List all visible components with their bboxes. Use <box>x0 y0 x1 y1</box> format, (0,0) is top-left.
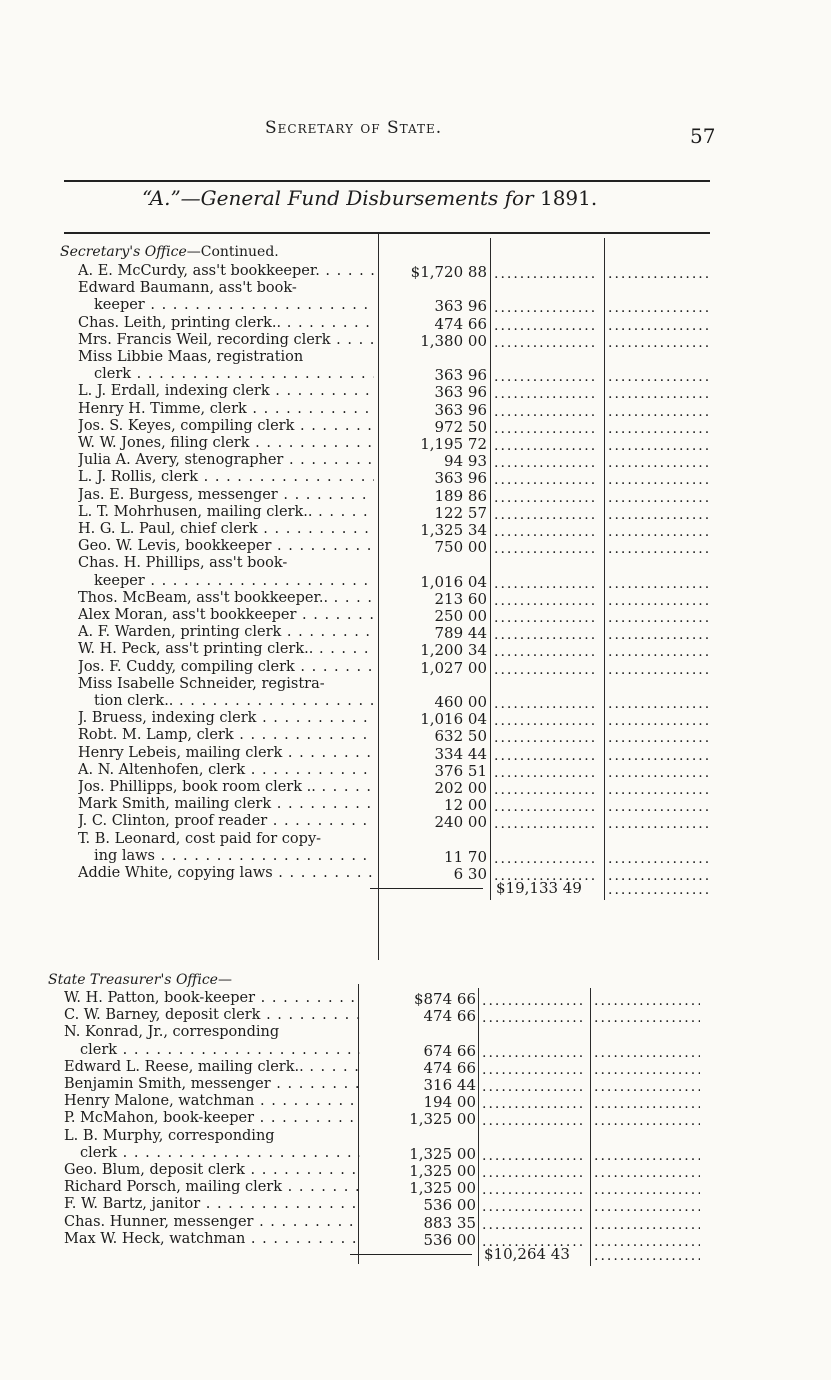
sum-rule <box>370 888 483 889</box>
payee-name-continued: keeper . . . <box>94 297 374 314</box>
section-total: $19,133 49 <box>496 879 582 898</box>
payee-name: Jos. F. Cuddy, compiling clerk . . . <box>78 659 374 676</box>
leader-dots <box>608 300 712 317</box>
leader-dots <box>608 730 712 747</box>
table-title <box>142 186 597 210</box>
leader-dots <box>482 1045 584 1062</box>
leader-dots <box>608 266 712 283</box>
column-divider <box>490 238 491 900</box>
leader-dots <box>608 851 712 868</box>
section-heading <box>48 972 232 988</box>
leader-dots <box>494 335 598 352</box>
leader-dots <box>608 335 712 352</box>
leader-dots <box>494 713 598 730</box>
payee-name: A. F. Warden, printing clerk . . . <box>78 624 374 641</box>
amount: 363 96 <box>434 297 487 316</box>
leader-dots <box>494 386 598 403</box>
payee-name: A. N. Altenhofen, clerk . . . <box>78 762 374 779</box>
leader-dots <box>608 386 712 403</box>
leader-dots <box>482 1079 584 1096</box>
payee-name: Addie White, copying laws . . . <box>78 865 374 882</box>
leader-dots <box>608 472 712 489</box>
leader-dots <box>608 696 712 713</box>
payee-name-continued: clerk . . . <box>94 366 374 383</box>
leader-dots <box>608 765 712 782</box>
amount: 194 00 <box>423 1093 476 1112</box>
leader-dots <box>608 421 712 438</box>
leader-dots <box>494 524 598 541</box>
leader-dots <box>608 713 712 730</box>
payee-name: Geo. Blum, deposit clerk . . . <box>64 1162 360 1179</box>
payee-name: J. Bruess, indexing clerk . . . <box>78 710 374 727</box>
amount: 316 44 <box>423 1076 476 1094</box>
payee-name: A. E. McCurdy, ass't bookkeeper. . . . <box>78 263 374 280</box>
payee-name: C. W. Barney, deposit clerk . . . <box>64 1007 360 1024</box>
leader-dots <box>608 524 712 541</box>
payee-name: Alex Moran, ass't bookkeeper . . . <box>78 607 374 624</box>
leader-dots <box>608 882 712 899</box>
payee-name: Jos. Phillipps, book room clerk .. . . . <box>78 779 374 796</box>
amount: 632 50 <box>434 727 487 746</box>
payee-name: Chas. H. Phillips, ass't book- <box>78 555 288 572</box>
amount: 240 00 <box>434 813 487 832</box>
payee-name: Benjamin Smith, messenger . . . <box>64 1076 360 1093</box>
leader-dots <box>608 490 712 507</box>
leader-dots <box>494 490 598 507</box>
leader-dots <box>608 576 712 593</box>
leader-dots <box>608 627 712 644</box>
amount: 1,325 00 <box>409 1144 476 1163</box>
leader-dots <box>482 993 584 1010</box>
leader-dots <box>608 507 712 524</box>
leader-dots <box>594 1165 700 1182</box>
leader-dots <box>608 438 712 455</box>
amount: 363 96 <box>434 400 487 419</box>
payee-name: Henry Lebeis, mailing clerk . . . <box>78 745 374 762</box>
amount: 1,325 00 <box>409 1179 476 1198</box>
leader-dots <box>494 782 598 799</box>
leader-dots <box>594 1199 700 1216</box>
title-rule <box>64 232 710 234</box>
amount: 94 93 <box>444 452 487 471</box>
leader-dots <box>482 1217 584 1234</box>
column-divider <box>378 234 379 960</box>
column-divider <box>358 984 359 1264</box>
amount: 474 66 <box>423 1007 476 1026</box>
payee-name: Geo. W. Levis, bookkeeper . . . <box>78 538 374 555</box>
payee-name: L. J. Rollis, clerk . . . <box>78 469 374 486</box>
amount: 1,200 34 <box>420 641 487 660</box>
payee-name: Robt. M. Lamp, clerk . . . <box>78 727 374 744</box>
amount: 750 00 <box>434 538 487 557</box>
amount: 789 44 <box>434 624 487 643</box>
leader-dots <box>494 404 598 421</box>
leader-dots <box>494 816 598 833</box>
leader-dots <box>608 610 712 627</box>
payee-name: T. B. Leonard, cost paid for copy- <box>78 830 322 847</box>
amount: 1,016 04 <box>420 710 487 729</box>
amount: 363 96 <box>434 469 487 488</box>
payee-name: Richard Porsch, mailing clerk . . . <box>64 1179 360 1196</box>
amount: 972 50 <box>434 417 487 436</box>
amount: 883 35 <box>423 1213 476 1232</box>
leader-dots <box>608 541 712 558</box>
amount: 536 00 <box>423 1196 476 1215</box>
leader-dots <box>594 1217 700 1234</box>
amount: 1,195 72 <box>420 435 487 453</box>
amount: 1,016 04 <box>420 572 487 591</box>
amount: 674 66 <box>423 1041 476 1060</box>
payee-name: F. W. Bartz, janitor . . . <box>64 1196 360 1213</box>
leader-dots <box>494 576 598 593</box>
leader-dots <box>494 369 598 386</box>
leader-dots <box>608 369 712 386</box>
amount: 6 30 <box>453 865 487 883</box>
payee-name: W. H. Patton, book-keeper . . . <box>64 990 360 1007</box>
amount: 1,325 34 <box>420 521 487 539</box>
section-heading-name: Secretary's Office <box>60 244 187 260</box>
leader-dots <box>608 593 712 610</box>
column-divider <box>478 988 479 1266</box>
amount: 460 00 <box>434 693 487 711</box>
leader-dots <box>494 644 598 661</box>
section-heading-suffix: —Continued. <box>186 244 279 260</box>
payee-name: Chas. Leith, printing clerk.. . . . <box>78 315 374 332</box>
payee-name: Edward L. Reese, mailing clerk.. . . . <box>64 1059 360 1076</box>
leader-dots <box>482 1010 584 1027</box>
leader-dots <box>608 404 712 421</box>
leader-dots <box>594 1182 700 1199</box>
sum-rule <box>350 1254 472 1255</box>
payee-name: P. McMahon, book-keeper . . . <box>64 1110 360 1127</box>
amount: $1,720 88 <box>410 263 487 281</box>
payee-name: L. J. Erdall, indexing clerk . . . <box>78 383 374 400</box>
leader-dots <box>494 421 598 438</box>
amount: 11 70 <box>444 847 487 866</box>
leader-dots <box>594 1248 700 1265</box>
payee-name: Henry H. Timme, clerk . . . <box>78 401 374 418</box>
leader-dots <box>494 507 598 524</box>
amount: 474 66 <box>434 314 487 333</box>
leader-dots <box>482 1113 584 1130</box>
leader-dots <box>494 300 598 317</box>
leader-dots <box>482 1096 584 1113</box>
payee-name: L. T. Mohrhusen, mailing clerk.. . . . <box>78 504 374 521</box>
payee-name: Jas. E. Burgess, messenger . . . <box>78 487 374 504</box>
leader-dots <box>494 765 598 782</box>
leader-dots <box>594 1113 700 1130</box>
payee-name: Thos. McBeam, ass't bookkeeper.. . . . <box>78 590 374 607</box>
payee-name: Mrs. Francis Weil, recording clerk . . . <box>78 332 374 349</box>
amount: 334 44 <box>434 744 487 763</box>
amount: 536 00 <box>423 1230 476 1249</box>
payee-name: Julia A. Avery, stenographer . . . <box>78 452 374 469</box>
payee-name-continued: clerk . . . <box>80 1145 360 1162</box>
header-rule <box>64 180 710 182</box>
leader-dots <box>494 662 598 679</box>
leader-dots <box>608 644 712 661</box>
leader-dots <box>494 266 598 283</box>
leader-dots <box>608 662 712 679</box>
leader-dots <box>594 1045 700 1062</box>
leader-dots <box>494 696 598 713</box>
leader-dots <box>594 1148 700 1165</box>
amount: 250 00 <box>434 607 487 625</box>
section-heading-suffix: — <box>217 972 232 988</box>
payee-name: J. C. Clinton, proof reader . . . <box>78 813 374 830</box>
payee-name: W. W. Jones, filing clerk . . . <box>78 435 374 452</box>
leader-dots <box>494 748 598 765</box>
payee-name: Edward Baumann, ass't book- <box>78 280 297 297</box>
leader-dots <box>594 1010 700 1027</box>
leader-dots <box>608 455 712 472</box>
amount: 1,325 00 <box>409 1162 476 1180</box>
leader-dots <box>494 541 598 558</box>
payee-name: Max W. Heck, watchman . . . <box>64 1231 360 1248</box>
payee-name-continued: keeper . . . <box>94 573 374 590</box>
payee-name: Miss Isabelle Schneider, registra- <box>78 675 325 692</box>
section-heading-name: State Treasurer's Office <box>48 972 218 988</box>
payee-name-continued: clerk . . . <box>80 1042 360 1059</box>
leader-dots <box>494 472 598 489</box>
amount: 363 96 <box>434 383 487 402</box>
table-title-year: 1891. <box>539 186 598 210</box>
leader-dots <box>494 318 598 335</box>
payee-name-continued: ing laws . . . <box>94 848 374 865</box>
leader-dots <box>594 1062 700 1079</box>
amount: 363 96 <box>434 366 487 385</box>
leader-dots <box>494 851 598 868</box>
amount: 1,325 00 <box>409 1110 476 1129</box>
leader-dots <box>482 1199 584 1216</box>
payee-name: L. B. Murphy, corresponding <box>64 1127 275 1144</box>
payee-name: W. H. Peck, ass't printing clerk.. . . . <box>78 641 374 658</box>
amount: 12 00 <box>444 796 487 815</box>
amount: 376 51 <box>434 761 487 780</box>
payee-name: N. Konrad, Jr., corresponding <box>64 1024 280 1041</box>
leader-dots <box>608 748 712 765</box>
leader-dots <box>594 993 700 1010</box>
amount: 1,027 00 <box>420 658 487 677</box>
amount: 122 57 <box>434 503 487 522</box>
column-divider <box>590 988 591 1266</box>
leader-dots <box>482 1062 584 1079</box>
leader-dots <box>494 438 598 455</box>
payee-name: Mark Smith, mailing clerk . . . <box>78 796 374 813</box>
amount: 474 66 <box>423 1058 476 1077</box>
leader-dots <box>594 1096 700 1113</box>
amount: 202 00 <box>434 779 487 797</box>
amount: 1,380 00 <box>420 331 487 350</box>
running-head: Secretary of State. <box>265 118 443 138</box>
leader-dots <box>494 627 598 644</box>
leader-dots <box>494 730 598 747</box>
payee-name: Chas. Hunner, messenger . . . <box>64 1214 360 1231</box>
amount: 213 60 <box>434 589 487 608</box>
leader-dots <box>494 455 598 472</box>
page-number: 57 <box>690 124 716 148</box>
section-total: $10,264 43 <box>484 1245 570 1263</box>
leader-dots <box>482 1148 584 1165</box>
leader-dots <box>494 593 598 610</box>
payee-name: H. G. L. Paul, chief clerk . . . <box>78 521 374 538</box>
amount: 189 86 <box>434 486 487 505</box>
leader-dots <box>482 1165 584 1182</box>
payee-name-continued: tion clerk.. . . . <box>94 693 374 710</box>
column-divider <box>604 238 605 900</box>
leader-dots <box>494 799 598 816</box>
table-title-text: “A.”—General Fund Disbursements for <box>142 186 534 210</box>
leader-dots <box>494 610 598 627</box>
leader-dots <box>608 318 712 335</box>
payee-name: Miss Libbie Maas, registration <box>78 349 304 365</box>
section-heading <box>60 244 279 260</box>
leader-dots <box>608 799 712 816</box>
leader-dots <box>608 816 712 833</box>
payee-name: Jos. S. Keyes, compiling clerk . . . <box>78 418 374 435</box>
amount: $874 66 <box>413 990 476 1008</box>
payee-name: Henry Malone, watchman . . . <box>64 1093 360 1110</box>
leader-dots <box>608 782 712 799</box>
leader-dots <box>594 1079 700 1096</box>
leader-dots <box>482 1182 584 1199</box>
